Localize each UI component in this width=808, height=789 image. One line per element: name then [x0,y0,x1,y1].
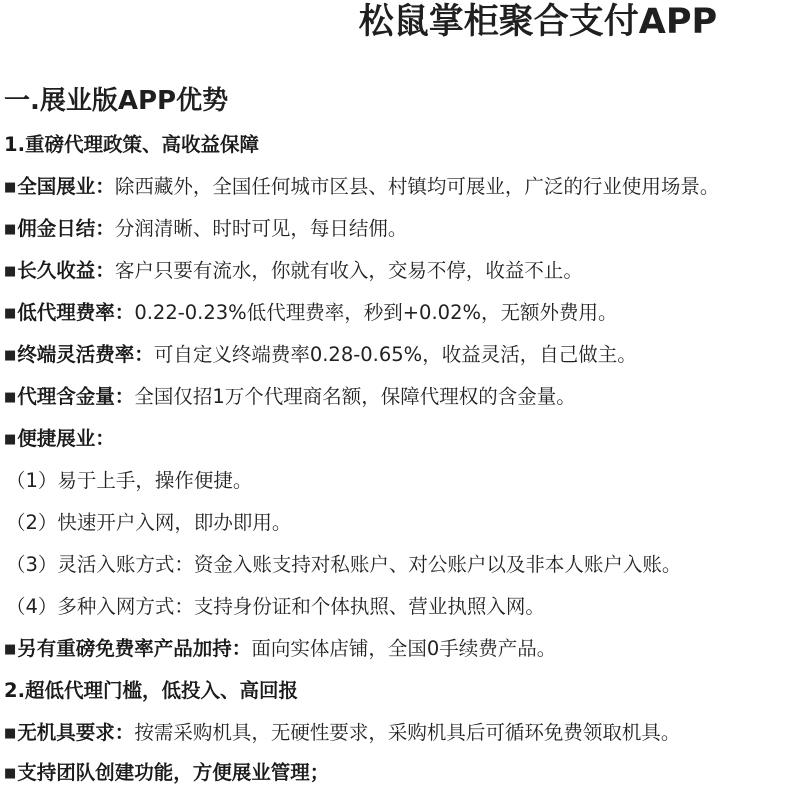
bullet-square-icon: ■ [4,348,17,363]
bullet-item: ■低代理费率：0.22-0.23%低代理费率，秒到+0.02%，无额外费用。 [4,301,618,324]
subheading-1: 1.重磅代理政策、高收益保障 [4,133,259,156]
bullet-item: ■无机具要求：按需采购机具，无硬性要求，采购机具后可循环免费领取机具。 [4,721,681,744]
bullet-square-icon: ■ [4,306,17,321]
bullet-square-icon: ■ [4,766,17,781]
bullet-square-icon: ■ [4,726,17,741]
bullet-item: ■便捷展业： [4,427,115,450]
section-heading: 一.展业版APP优势 [4,86,229,116]
bullet-item: ■佣金日结：分润清晰、时时可见，每日结佣。 [4,217,408,240]
bullet-item: ■长久收益：客户只要有流水，你就有收入，交易不停，收益不止。 [4,259,583,282]
subheading-2: 2.超低代理门槛，低投入、高回报 [4,679,298,702]
bullet-square-icon: ■ [4,642,17,657]
numbered-item: （1）易于上手，操作便捷。 [6,469,253,492]
bullet-item: ■另有重磅免费率产品加持：面向实体店铺，全国0手续费产品。 [4,637,557,660]
bullet-item: ■代理含金量：全国仅招1万个代理商名额，保障代理权的含金量。 [4,385,576,408]
bullet-item: ■终端灵活费率：可自定义终端费率0.28-0.65%，收益灵活，自己做主。 [4,343,637,366]
numbered-item: （2）快速开户入网，即办即用。 [6,511,292,534]
numbered-item: （4）多种入网方式：支持身份证和个体执照、营业执照入网。 [6,595,545,618]
page-title: 松鼠掌柜聚合支付APP [358,2,718,42]
bullet-item: ■支持团队创建功能，方便展业管理； [4,761,330,784]
bullet-square-icon: ■ [4,390,17,405]
numbered-item: （3）灵活入账方式：资金入账支持对私账户、对公账户以及非本人账户入账。 [6,553,682,576]
bullet-square-icon: ■ [4,432,17,447]
bullet-item: ■全国展业：除西藏外，全国任何城市区县、村镇均可展业，广泛的行业使用场景。 [4,175,720,198]
bullet-square-icon: ■ [4,264,17,279]
bullet-square-icon: ■ [4,222,17,237]
bullet-square-icon: ■ [4,180,17,195]
